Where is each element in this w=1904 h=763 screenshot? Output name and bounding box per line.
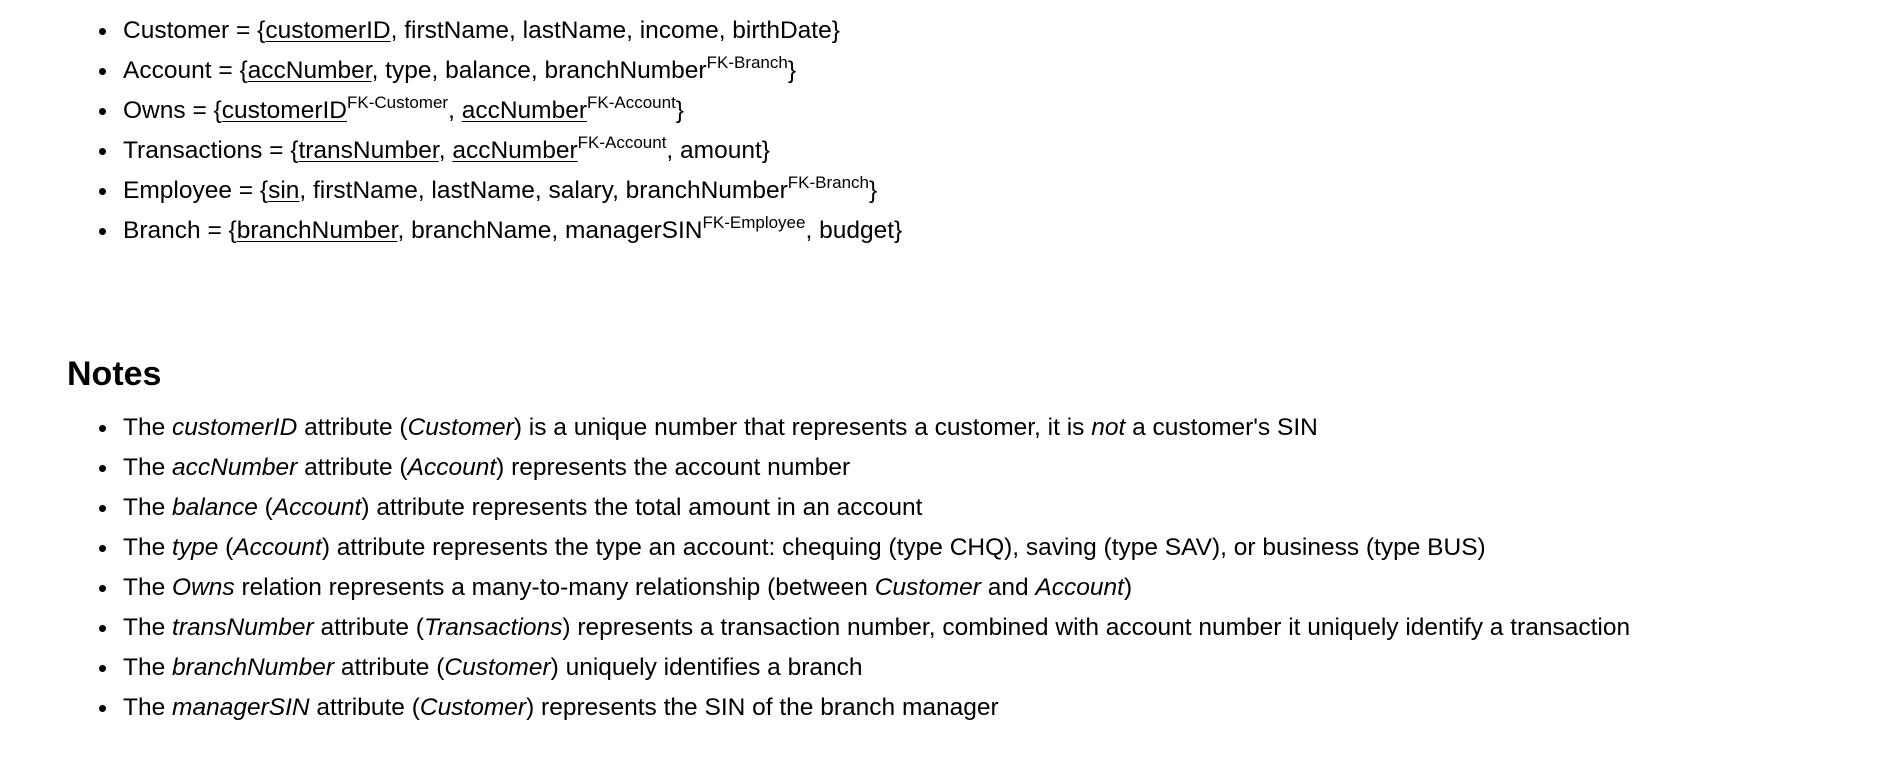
relation-name: Employee — [123, 177, 232, 204]
attribute-list-end: } — [675, 97, 684, 124]
note-emphasis: Account — [272, 494, 362, 521]
primary-key: sin — [268, 177, 300, 204]
primary-key: customerID — [265, 17, 391, 44]
note-text: ) — [1123, 574, 1133, 601]
schema-separator: = { — [200, 217, 237, 244]
primary-key: branchNumber — [236, 217, 398, 244]
note-text: ) attribute represents the total amount in an account — [361, 494, 923, 521]
note-item — [123, 568, 1904, 608]
note-emphasis: Transactions — [423, 614, 563, 641]
note-text: ) uniquely identifies a branch — [550, 654, 863, 681]
note-emphasis: Owns — [172, 574, 235, 601]
primary-key: customerID — [221, 97, 348, 124]
note-text: The — [123, 694, 173, 721]
notes-heading: Notes — [67, 355, 162, 393]
schema-separator: = { — [211, 57, 248, 84]
note-emphasis: customerID — [172, 414, 298, 441]
attribute-list-end: , amount} — [666, 137, 770, 164]
note-emphasis: transNumber — [172, 614, 314, 641]
relation-name: Owns — [123, 97, 186, 124]
attribute-list: , type, balance, branchNumber — [371, 57, 707, 84]
schema-separator: = { — [231, 177, 269, 204]
relation-name: Account — [123, 57, 212, 84]
note-text: attribute ( — [297, 454, 408, 481]
note-emphasis: Account — [407, 454, 497, 481]
note-emphasis: Account — [233, 534, 322, 561]
note-text: ) represents a transaction number, combined with account number it uniquely identify a transaction — [562, 614, 1631, 641]
primary-key: transNumber — [298, 137, 439, 164]
note-emphasis: accNumber — [172, 454, 298, 481]
schema-list — [67, 0, 1904, 251]
primary-key: accNumber — [461, 97, 587, 124]
foreign-key-label: FK-Employee — [702, 213, 806, 232]
note-text: ) represents the SIN of the branch manager — [526, 694, 999, 721]
note-text: The — [123, 574, 173, 601]
note-text: ( — [257, 494, 273, 521]
attribute-list-end: } — [868, 177, 878, 204]
schema-item-customer — [123, 11, 1904, 51]
notes-list — [67, 408, 1904, 728]
note-text: ) attribute represents the type an account: chequing (type CHQ), saving (type SAV), or business (type BUS) — [321, 534, 1486, 561]
foreign-key-label: FK-Account — [577, 133, 667, 152]
note-emphasis: Customer — [419, 694, 527, 721]
note-text: ( — [218, 534, 234, 561]
attribute-list: , firstName, lastName, salary, branchNumber — [299, 177, 788, 204]
note-text: ) is a unique number that represents a customer, it is — [513, 414, 1092, 441]
schema-separator: = { — [229, 17, 266, 44]
note-text: The — [123, 534, 173, 561]
primary-key: accNumber — [452, 137, 578, 164]
note-item — [123, 648, 1904, 688]
note-text: attribute ( — [313, 614, 424, 641]
note-emphasis: branchNumber — [172, 654, 335, 681]
schema-separator: , — [438, 137, 453, 164]
relation-name: Customer — [123, 17, 230, 44]
note-text: The — [123, 614, 173, 641]
foreign-key-label: FK-Branch — [706, 53, 788, 72]
note-item — [123, 488, 1904, 528]
note-text: attribute ( — [309, 694, 420, 721]
note-emphasis: Customer — [444, 654, 551, 681]
schema-separator: = { — [262, 137, 299, 164]
foreign-key-label: FK-Branch — [787, 173, 869, 192]
note-emphasis: not — [1091, 414, 1126, 441]
attribute-list: , branchName, managerSIN — [397, 217, 703, 244]
relation-name: Branch — [123, 217, 201, 244]
note-emphasis: Customer — [407, 414, 514, 441]
note-text: attribute ( — [334, 654, 445, 681]
foreign-key-label: FK-Account — [586, 93, 676, 112]
primary-key: accNumber — [247, 57, 372, 84]
relation-name: Transactions — [123, 137, 263, 164]
schema-item-employee — [123, 171, 1904, 211]
note-item — [123, 448, 1904, 488]
note-text: relation represents a many-to-many relationship (between — [234, 574, 875, 601]
note-emphasis: managerSIN — [172, 694, 310, 721]
schema-item-transactions — [123, 131, 1904, 171]
attribute-list-end: , budget} — [805, 217, 903, 244]
schema-item-owns — [123, 91, 1904, 131]
note-text: a customer's SIN — [1125, 414, 1318, 441]
schema-separator: , — [448, 97, 462, 124]
note-text: The — [123, 414, 173, 441]
schema-separator: = { — [185, 97, 222, 124]
note-text: The — [123, 494, 173, 521]
note-text: attribute ( — [297, 414, 408, 441]
note-text: The — [123, 454, 173, 481]
note-text: The — [123, 654, 173, 681]
note-emphasis: Customer — [874, 574, 981, 601]
note-emphasis: balance — [172, 494, 258, 521]
foreign-key-label: FK-Customer — [347, 93, 449, 112]
note-item — [123, 688, 1904, 728]
note-text: ) represents the account number — [496, 454, 851, 481]
attribute-list-end: } — [787, 57, 797, 84]
attribute-list: , firstName, lastName, income, birthDate} — [390, 17, 840, 44]
note-text: and — [980, 574, 1036, 601]
note-emphasis: Account — [1035, 574, 1124, 601]
note-emphasis: type — [172, 534, 219, 561]
schema-item-account — [123, 51, 1904, 91]
schema-item-branch — [123, 211, 1904, 251]
note-item — [123, 408, 1904, 448]
note-item — [123, 608, 1904, 648]
note-item — [123, 528, 1904, 568]
